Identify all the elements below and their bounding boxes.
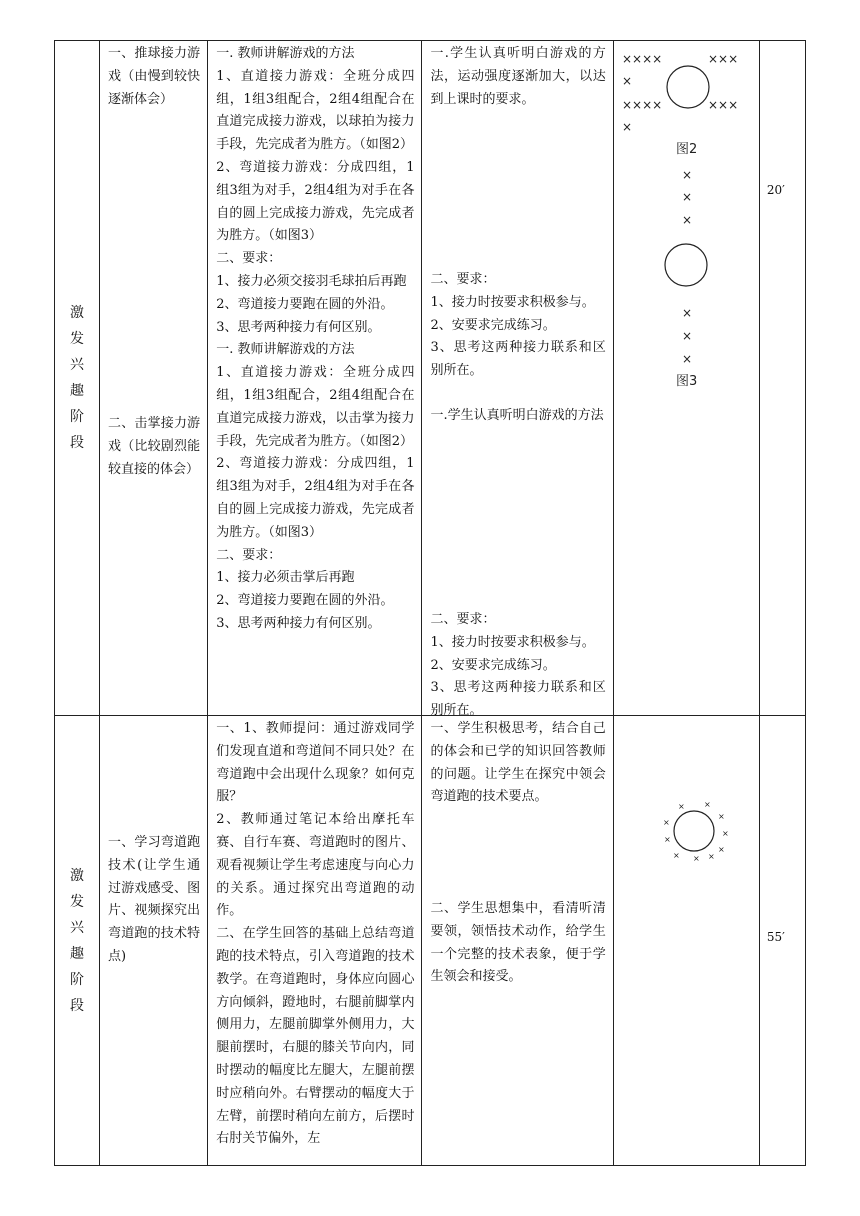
cross-mark: × xyxy=(703,800,711,809)
content-item: 二、击掌接力游戏（比较剧烈能较直接的体会） xyxy=(108,416,201,477)
stage-cell xyxy=(55,41,100,716)
cross-mark: × xyxy=(681,352,692,366)
teacher-line: 1、接力必须击掌后再跑 xyxy=(216,570,355,586)
student-line: 1、接力时按要求积极参与。 xyxy=(430,294,595,310)
lesson-plan-table xyxy=(54,40,806,1166)
stage-char: 激 xyxy=(70,305,85,321)
stage-cell xyxy=(55,716,100,1166)
teacher-line: 二、在学生回答的基础上总结弯道跑的技术特点，引入弯道跑的技术教学。在弯道跑时，身体应向圆心方向倾斜，蹬地时，右腿前脚掌内侧用力，左腿前脚掌外侧用力，大腿前摆时，右腿的膝关节向内，同时摆动的幅度比左腿大，左腿前摆时应稍向外。右臂摆动的幅度大于左臂，前摆时稍向左前方，后摆时右肘关节偏外，左 xyxy=(216,926,415,1147)
cross-mark: × xyxy=(677,802,685,811)
teacher-line: 3、思考两种接力有何区别。 xyxy=(216,319,381,335)
teacher-cell xyxy=(208,41,422,716)
cross-mark: × xyxy=(721,829,729,838)
stage-char: 趣 xyxy=(70,383,85,399)
stage-char: 趣 xyxy=(70,945,85,962)
teacher-line: 一. 教师讲解游戏的方法 xyxy=(216,46,355,61)
time-value: 20′ xyxy=(766,183,785,197)
cross-mark: × xyxy=(681,306,692,320)
table-row xyxy=(55,716,806,1166)
cross-mark: × xyxy=(681,168,692,182)
student-line: 2、安要求完成练习。 xyxy=(430,657,556,673)
stage-char: 段 xyxy=(70,997,85,1014)
stage-char: 兴 xyxy=(70,919,85,936)
content-cell xyxy=(100,716,208,1166)
student-line: 二、学生思想集中，看清听清要领，领悟技术动作，给学生一个完整的技术表象，便于学生领会和接受。 xyxy=(430,901,606,985)
time-value: 55′ xyxy=(766,930,785,944)
stage-char: 阶 xyxy=(70,409,85,425)
figure-label: 图2 xyxy=(675,142,697,157)
diagram-cell xyxy=(613,716,759,1166)
teacher-cell xyxy=(208,716,422,1166)
cross-mark: × xyxy=(707,852,715,861)
cross-mark: × xyxy=(681,213,692,227)
time-cell xyxy=(759,41,805,716)
teacher-line: 二、要求： xyxy=(216,547,282,563)
student-line: 1、接力时按要求积极参与。 xyxy=(430,634,595,650)
teacher-line: 1、接力必须交接羽毛球拍后再跑 xyxy=(216,273,407,289)
stage-char: 激 xyxy=(70,867,85,884)
student-cell xyxy=(422,41,613,719)
content-item: 一、推球接力游戏（由慢到较快逐渐体会） xyxy=(108,46,201,107)
student-line: 二、要求： xyxy=(430,612,496,627)
cross-mark: ×××× xyxy=(621,98,662,112)
stage-char: 发 xyxy=(70,893,85,910)
teacher-line: 1、直道接力游戏：全班分成四组，1组3组配合，2组4组配合在直道完成接力游戏，以击掌为接力手段，先完成者为胜方。（如图2） xyxy=(216,365,415,449)
teacher-line: 2、弯道接力要跑在圆的外沿。 xyxy=(216,296,394,312)
cross-mark: × xyxy=(717,812,725,821)
teacher-line: 2、弯道接力游戏：分成四组，1组3组为对手，2组4组为对手在各自的圆上完成接力游戏，先完成者为胜方。（如图3） xyxy=(216,456,415,540)
circle-shape xyxy=(665,244,707,286)
stage-char: 段 xyxy=(70,435,85,451)
teacher-line: 二、要求： xyxy=(216,251,282,267)
teacher-line: 1、直道接力游戏：全班分成四组，1组3组配合，2组4组配合在直道完成接力游戏，以球拍为接力手段，先完成者为胜方。（如图2） xyxy=(216,68,415,153)
student-line: 3、思考这两种接力联系和区别所在。 xyxy=(430,340,606,379)
diagram-cell xyxy=(613,41,759,716)
cross-mark: × xyxy=(663,835,671,844)
student-line: 一.学生认真听明白游戏的方法，运动强度逐渐加大，以达到上课时的要求。 xyxy=(430,46,606,107)
cross-mark: × xyxy=(621,74,632,88)
cross-mark: × xyxy=(692,854,700,863)
time-cell xyxy=(759,716,805,1166)
content-item: 一、学习弯道跑技术(让学生通过游戏感受、图片、视频探究出弯道跑的技术特点) xyxy=(108,835,201,964)
cross-mark: ××× xyxy=(707,98,738,112)
student-line: 2、安要求完成练习。 xyxy=(430,317,556,333)
student-line: 一、学生积极思考，结合自己的体会和已学的知识回答教师的问题。让学生在探究中领会弯道跑的技术要点。 xyxy=(430,721,606,805)
teacher-line: 一、1、教师提问：通过游戏同学们发现直道和弯道间不同只处？在弯道跑中会出现什么现象？如何克服？ xyxy=(216,721,415,805)
cross-mark: × xyxy=(681,190,692,204)
teacher-line: 3、思考两种接力有何区别。 xyxy=(216,615,381,631)
formation-diagram xyxy=(614,41,758,401)
cross-mark: × xyxy=(717,845,725,854)
stage-char: 兴 xyxy=(70,357,85,373)
teacher-line: 一. 教师讲解游戏的方法 xyxy=(216,342,355,358)
cross-mark: × xyxy=(681,329,692,343)
cross-mark: ×××× xyxy=(621,52,662,66)
cross-mark: × xyxy=(621,120,632,134)
cross-mark: × xyxy=(662,818,670,827)
content-cell xyxy=(100,41,208,716)
teacher-line: 2、弯道接力要跑在圆的外沿。 xyxy=(216,593,394,609)
student-line: 一.学生认真听明白游戏的方法 xyxy=(430,408,604,423)
cross-mark: ××× xyxy=(707,52,738,66)
cross-mark: × xyxy=(672,851,680,860)
curve-run-diagram xyxy=(614,716,758,916)
stage-char: 阶 xyxy=(70,971,85,988)
circle-shape xyxy=(667,66,709,108)
table-row xyxy=(55,41,806,716)
teacher-line: 2、教师通过笔记本给出摩托车赛、自行车赛、弯道跑时的图片、观看视频让学生考虑速度与向心力的关系。通过探究出弯道跑的动作。 xyxy=(216,812,415,919)
teacher-line: 2、弯道接力游戏：分成四组，1组3组为对手，2组4组为对手在各自的圆上完成接力游戏，先完成者为胜方。（如图3） xyxy=(216,159,415,244)
student-line: 3、思考这两种接力联系和区别所在。 xyxy=(430,680,606,719)
student-cell xyxy=(422,716,613,1166)
figure-label: 图3 xyxy=(675,374,697,389)
stage-char: 发 xyxy=(70,331,85,347)
circle-shape xyxy=(674,811,714,851)
student-line: 二、要求： xyxy=(430,272,496,287)
